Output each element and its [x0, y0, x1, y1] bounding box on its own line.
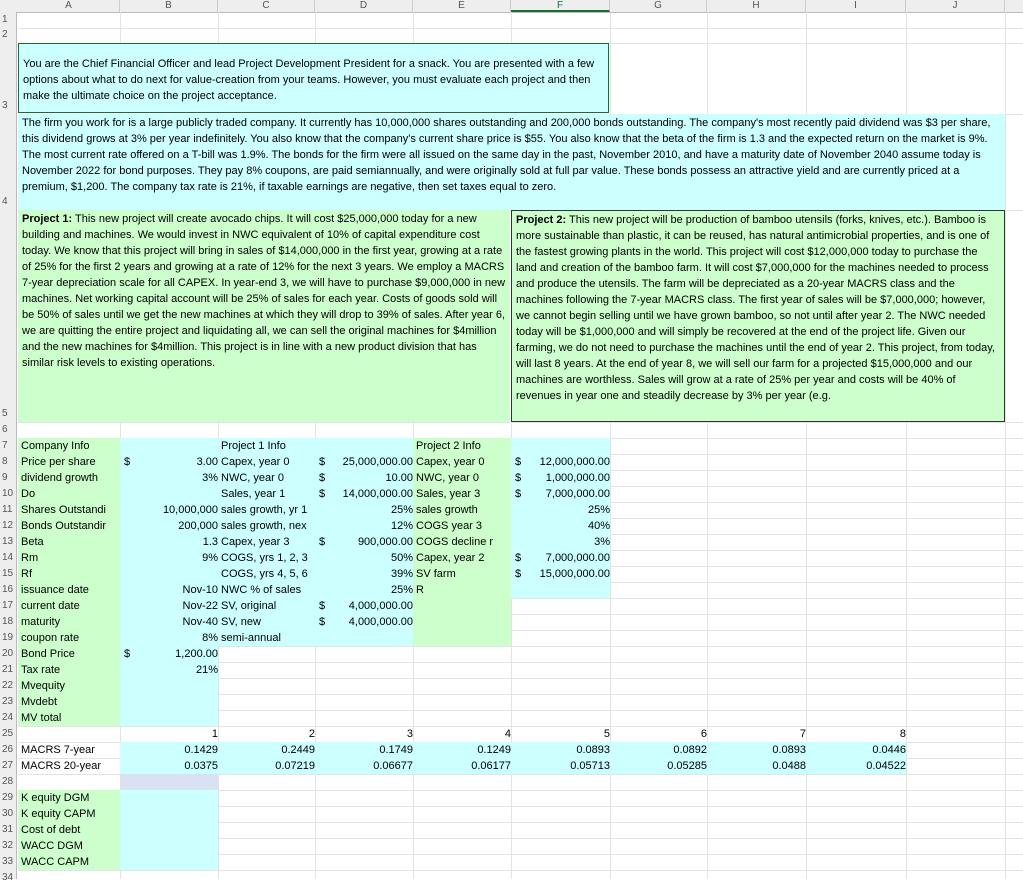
company-value[interactable]: 8% [120, 630, 218, 646]
macrs7-value[interactable]: 0.1249 [413, 742, 511, 758]
currency-symbol: $ [319, 488, 326, 500]
macrs7-value[interactable]: 0.0893 [511, 742, 610, 758]
project1-value[interactable] [315, 630, 413, 646]
empty-cell[interactable] [413, 598, 511, 614]
project2-value[interactable] [511, 438, 610, 454]
company-value[interactable]: 3.00 $ [120, 454, 218, 470]
year-header[interactable]: 2 [308, 728, 315, 740]
project2-label[interactable]: COGS year 3 [413, 518, 511, 534]
currency-symbol: $ [515, 568, 522, 580]
project2-label[interactable]: R [413, 582, 511, 598]
company-label[interactable]: Company Info [18, 438, 120, 454]
row-header-18[interactable]: 18 [2, 616, 14, 627]
company-label[interactable]: dividend growth [18, 470, 120, 486]
company-label[interactable]: Shares Outstandi [18, 502, 120, 518]
k-label[interactable]: K equity CAPM [18, 806, 120, 822]
project1-label[interactable]: SV, original [218, 598, 315, 614]
company-label[interactable]: coupon rate [18, 630, 120, 646]
macrs7-value[interactable]: 0.0893 [707, 742, 806, 758]
empty-cell[interactable] [120, 774, 218, 790]
company-value[interactable]: 3% [120, 470, 218, 486]
project1-value[interactable] [315, 438, 413, 454]
row-header-30[interactable]: 30 [2, 808, 14, 819]
project1-text: This new project will create avocado chips. It will cost $25,000,000 today for a new building and machines. We would invest in NWC equivalent of 10% of capital expenditure cost today. We know that this project will bring in sales of $14,000,000 in the first year, growing at a rate of 25% for the first 2 years and growing at a rate of 12% for the next 3 years. We employ a MACRS 7-year depreciation scale for all CAPEX. In year-end 3, we will have to purchase $9,000,000 in new machines. Net working capital account will be 25% of sales for each year. Costs of goods sold will be 50% of sales until we get the new machines at which they will drop to 39% of sales. After year 6, we are quitting the entire project and liquidating all, we can sell the original machines for $4million and the new machines for $4million. This project is in line with a new product division that has similar risk levels to existing operations. [22, 213, 506, 369]
project1-value[interactable]: 39% [315, 566, 413, 582]
gridline [18, 870, 1023, 871]
project1-value[interactable]: 25,000,000.00 $ [315, 454, 413, 470]
company-value[interactable] [120, 486, 218, 502]
currency-symbol: $ [124, 648, 131, 660]
row-header-23[interactable]: 23 [2, 696, 14, 707]
macrs7-label[interactable]: MACRS 7-year [21, 744, 95, 756]
year-header[interactable]: 1 [211, 728, 218, 740]
year-header[interactable]: 6 [700, 728, 707, 740]
company-value[interactable] [120, 678, 218, 694]
company-value[interactable]: Nov-40 [120, 614, 218, 630]
currency-symbol: $ [515, 472, 522, 484]
company-label[interactable]: Price per share [18, 454, 120, 470]
currency-symbol: $ [515, 552, 522, 564]
company-label[interactable]: Rf [18, 566, 120, 582]
company-value[interactable]: 21% [120, 662, 218, 678]
project1-title: Project 1: [22, 213, 73, 225]
gridline [18, 28, 1023, 29]
row-header-22[interactable]: 22 [2, 680, 14, 691]
year-header[interactable]: 3 [406, 728, 413, 740]
empty-cell[interactable] [413, 630, 511, 646]
gridline [1005, 12, 1006, 879]
row-header-8[interactable]: 8 [2, 456, 8, 467]
company-label[interactable]: current date [18, 598, 120, 614]
row-header-24[interactable]: 24 [2, 712, 14, 723]
row-header-34[interactable]: 34 [2, 872, 14, 883]
row-header-10[interactable]: 10 [2, 488, 14, 499]
row-header-16[interactable]: 16 [2, 584, 14, 595]
project1-label[interactable]: semi-annual [218, 630, 315, 646]
project2-label[interactable]: NWC, year 0 [413, 470, 511, 486]
company-value[interactable] [120, 438, 218, 454]
macrs20-value[interactable]: 0.04522 [806, 758, 906, 774]
company-value[interactable]: 10,000,000 [120, 502, 218, 518]
macrs20-value[interactable]: 0.06677 [315, 758, 413, 774]
row-header-28[interactable]: 28 [2, 776, 14, 787]
macrs7-value[interactable]: 0.0892 [610, 742, 707, 758]
project1-label[interactable]: Capex, year 3 [218, 534, 315, 550]
project2-label[interactable]: Project 2 Info [413, 438, 511, 454]
gridline [18, 422, 1023, 423]
k-value[interactable] [120, 822, 218, 838]
company-label[interactable]: issuance date [18, 582, 120, 598]
column-header-d[interactable]: D [315, 0, 413, 12]
project1-label[interactable]: sales growth, yr 1 [218, 502, 315, 518]
currency-symbol: $ [319, 616, 326, 628]
row-header-21[interactable]: 21 [2, 664, 14, 675]
project1-value[interactable]: 900,000.00 $ [315, 534, 413, 550]
project2-label[interactable]: sales growth [413, 502, 511, 518]
company-label[interactable]: MV total [18, 710, 120, 726]
row-header-17[interactable]: 17 [2, 600, 14, 611]
row-header-1[interactable]: 1 [2, 14, 8, 25]
company-value[interactable]: Nov-22 [120, 598, 218, 614]
k-value[interactable] [120, 790, 218, 806]
row-header-5[interactable]: 5 [2, 408, 8, 419]
currency-symbol: $ [319, 456, 326, 468]
column-header-b[interactable]: B [120, 0, 218, 12]
macrs7-value[interactable]: 0.0446 [806, 742, 906, 758]
macrs20-value[interactable]: 0.05713 [511, 758, 610, 774]
currency-symbol: $ [319, 600, 326, 612]
company-label[interactable]: Bond Price [18, 646, 120, 662]
project2-label[interactable]: Capex, year 2 [413, 550, 511, 566]
project2-text-cell[interactable] [511, 210, 1005, 422]
project2-label[interactable]: COGS decline r [413, 534, 511, 550]
project1-value[interactable]: 25% [315, 582, 413, 598]
company-value[interactable] [120, 694, 218, 710]
project2-value[interactable]: 15,000,000.00 $ [511, 566, 610, 582]
company-value[interactable]: 9% [120, 550, 218, 566]
k-label[interactable]: K equity DGM [18, 790, 120, 806]
row-header-6[interactable]: 6 [2, 424, 8, 435]
row-header-33[interactable]: 33 [2, 856, 14, 867]
company-label[interactable]: Bonds Outstandir [18, 518, 120, 534]
intro-text: You are the Chief Financial Officer and lead Project Development President for a snack. You are presented with a few options about what to do next for value-creation from your teams. However, you must evaluate each project and then make the ultimate choice on the project acceptance. [23, 58, 595, 102]
k-value[interactable] [120, 854, 218, 870]
macrs20-value[interactable]: 0.07219 [218, 758, 315, 774]
column-header-a[interactable]: A [18, 0, 120, 12]
macrs20-value[interactable]: 0.0375 [120, 758, 218, 774]
company-value[interactable] [120, 566, 218, 582]
currency-symbol: $ [515, 488, 522, 500]
project2-value[interactable]: 3% [511, 534, 610, 550]
row-header-32[interactable]: 32 [2, 840, 14, 851]
company-value[interactable] [120, 710, 218, 726]
column-header-c[interactable]: C [218, 0, 315, 12]
k-label[interactable]: WACC DGM [18, 838, 120, 854]
company-value[interactable]: Nov-10 [120, 582, 218, 598]
k-label[interactable]: Cost of debt [18, 822, 120, 838]
company-label[interactable]: maturity [18, 614, 120, 630]
company-value[interactable]: 1.3 [120, 534, 218, 550]
project2-value[interactable] [511, 582, 610, 598]
year-header[interactable]: 4 [504, 728, 511, 740]
company-value[interactable]: 200,000 [120, 518, 218, 534]
project2-title: Project 2: [516, 214, 567, 226]
project1-label[interactable]: NWC, year 0 [218, 470, 315, 486]
row-header-20[interactable]: 20 [2, 648, 14, 659]
project2-label[interactable]: Sales, year 3 [413, 486, 511, 502]
company-label[interactable]: Rm [18, 550, 120, 566]
macrs20-label[interactable]: MACRS 20-year [21, 760, 102, 772]
project1-label[interactable]: COGS, yrs 1, 2, 3 [218, 550, 315, 566]
firm-text: The firm you work for is a large publicly traded company. It currently has 10,000,000 shares outstanding and 200,000 bonds outstanding. The company's most recently paid dividend was $3 per share, this dividend grows at 3% per year indefinitely. You also know that the company's current share price is $55. You also know that the beta of the firm is 1.3 and the expected return on the market is 9%. The most current rate offered on a T-bill was 1.9%. The bonds for the firm were all issued on the same day in the past, November 2010, and have a maturity date of November 2040 assume today is November 2022 for bond purposes. They pay 8% coupons, are paid semiannually, and were originally sold at full par value. These bonds possess an attractive yield and are currently priced at a premium, $1,200. The company tax rate is 21%, if taxable earnings are negative, then set taxes equal to zero. [22, 117, 991, 193]
macrs20-value[interactable]: 0.05285 [610, 758, 707, 774]
project1-label[interactable]: Capex, year 0 [218, 454, 315, 470]
currency-symbol: $ [319, 536, 326, 548]
company-label[interactable]: Mvdebt [18, 694, 120, 710]
macrs20-value[interactable]: 0.06177 [413, 758, 511, 774]
row-header-14[interactable]: 14 [2, 552, 14, 563]
company-label[interactable]: Tax rate [18, 662, 120, 678]
project2-value[interactable]: 40% [511, 518, 610, 534]
intro-text-cell[interactable] [18, 43, 609, 113]
project1-value[interactable]: 50% [315, 550, 413, 566]
column-header-i[interactable]: I [806, 0, 906, 12]
project2-label[interactable]: SV farm [413, 566, 511, 582]
project1-label[interactable]: Sales, year 1 [218, 486, 315, 502]
macrs7-value[interactable]: 0.2449 [218, 742, 315, 758]
project1-label[interactable]: SV, new [218, 614, 315, 630]
row-header-3[interactable]: 3 [2, 100, 8, 111]
currency-symbol: $ [319, 472, 326, 484]
row-header-bar [0, 12, 17, 883]
company-value[interactable]: 1,200.00 $ [120, 646, 218, 662]
macrs7-value[interactable]: 0.1429 [120, 742, 218, 758]
currency-symbol: $ [515, 456, 522, 468]
row-header-25[interactable]: 25 [2, 728, 14, 739]
project2-text: This new project will be production of bamboo utensils (forks, knives, etc.). Bamboo is more sustainable than plastic, it can be reused, has natural antimicrobial properties, and is one of the fastest growing plants in the world. This project will cost $12,000,000 today to purchase the land and creation of the bamboo farm. It will cost $7,000,000 for the machines needed to process and produce the utensils. The farm will be depreciated as a 20-year MACRS class and the machines following the 7-year MACRS class. The first year of sales will be $7,000,000; however, we cannot begin selling until we have grown bamboo, so not until after year 2. The NWC needed today will be $1,000,000 and will simply be recovered at the end of the project life. Given our farming, we do not need to purchase the machines until the end of year 2. This project, from today, will last 8 years. At the end of year 8, we will sell our farm for a projected $15,000,000 and our machines are worthless. Sales will grow at a rate of 25% per year and costs will be 40% of revenues in year one and steadily decrease by 3% per year (e.g. [516, 214, 995, 402]
project2-value[interactable]: 7,000,000.00 $ [511, 550, 610, 566]
row-header-27[interactable]: 27 [2, 760, 14, 771]
project2-value[interactable]: 25% [511, 502, 610, 518]
project1-label[interactable]: COGS, yrs 4, 5, 6 [218, 566, 315, 582]
column-header-f[interactable]: F [511, 0, 610, 12]
row-header-9[interactable]: 9 [2, 472, 8, 483]
company-label[interactable]: Beta [18, 534, 120, 550]
k-value[interactable] [120, 806, 218, 822]
project1-text-cell[interactable] [18, 210, 510, 422]
row-header-26[interactable]: 26 [2, 744, 14, 755]
column-header-g[interactable]: G [610, 0, 707, 12]
company-label[interactable]: Mvequity [18, 678, 120, 694]
macrs7-value[interactable]: 0.1749 [315, 742, 413, 758]
project1-label[interactable]: sales growth, nex [218, 518, 315, 534]
row-header-12[interactable]: 12 [2, 520, 14, 531]
project2-value[interactable]: 1,000,000.00 $ [511, 470, 610, 486]
column-header-j[interactable]: J [906, 0, 1005, 12]
row-header-2[interactable]: 2 [2, 29, 8, 40]
project1-label[interactable]: Project 1 Info [218, 438, 315, 454]
empty-cell[interactable] [413, 614, 511, 630]
row-header-11[interactable]: 11 [2, 504, 13, 515]
company-label[interactable]: Do [18, 486, 120, 502]
project2-value[interactable]: 12,000,000.00 $ [511, 454, 610, 470]
year-header[interactable]: 5 [603, 728, 610, 740]
currency-symbol: $ [124, 456, 131, 468]
row-header-4[interactable]: 4 [2, 196, 8, 207]
project2-label[interactable]: Capex, year 0 [413, 454, 511, 470]
row-header-19[interactable]: 19 [2, 632, 14, 643]
year-header[interactable]: 7 [799, 728, 806, 740]
project1-value[interactable]: 4,000,000.00 $ [315, 598, 413, 614]
row-header-15[interactable]: 15 [2, 568, 14, 579]
project1-label[interactable]: NWC % of sales [218, 582, 315, 598]
row-header-31[interactable]: 31 [2, 824, 14, 835]
project2-value[interactable]: 7,000,000.00 $ [511, 486, 610, 502]
row-header-7[interactable]: 7 [2, 440, 8, 451]
year-header[interactable]: 8 [899, 728, 906, 740]
k-label[interactable]: WACC CAPM [18, 854, 120, 870]
column-header-e[interactable]: E [413, 0, 511, 12]
firm-text-cell[interactable] [18, 114, 1005, 210]
column-header-h[interactable]: H [707, 0, 806, 12]
project1-value[interactable]: 14,000,000.00 $ [315, 486, 413, 502]
project1-value[interactable]: 4,000,000.00 $ [315, 614, 413, 630]
k-value[interactable] [120, 838, 218, 854]
macrs20-value[interactable]: 0.0488 [707, 758, 806, 774]
project1-value[interactable]: 10.00 $ [315, 470, 413, 486]
row-header-13[interactable]: 13 [2, 536, 14, 547]
project1-value[interactable]: 25% [315, 502, 413, 518]
project1-value[interactable]: 12% [315, 518, 413, 534]
row-header-29[interactable]: 29 [2, 792, 14, 803]
